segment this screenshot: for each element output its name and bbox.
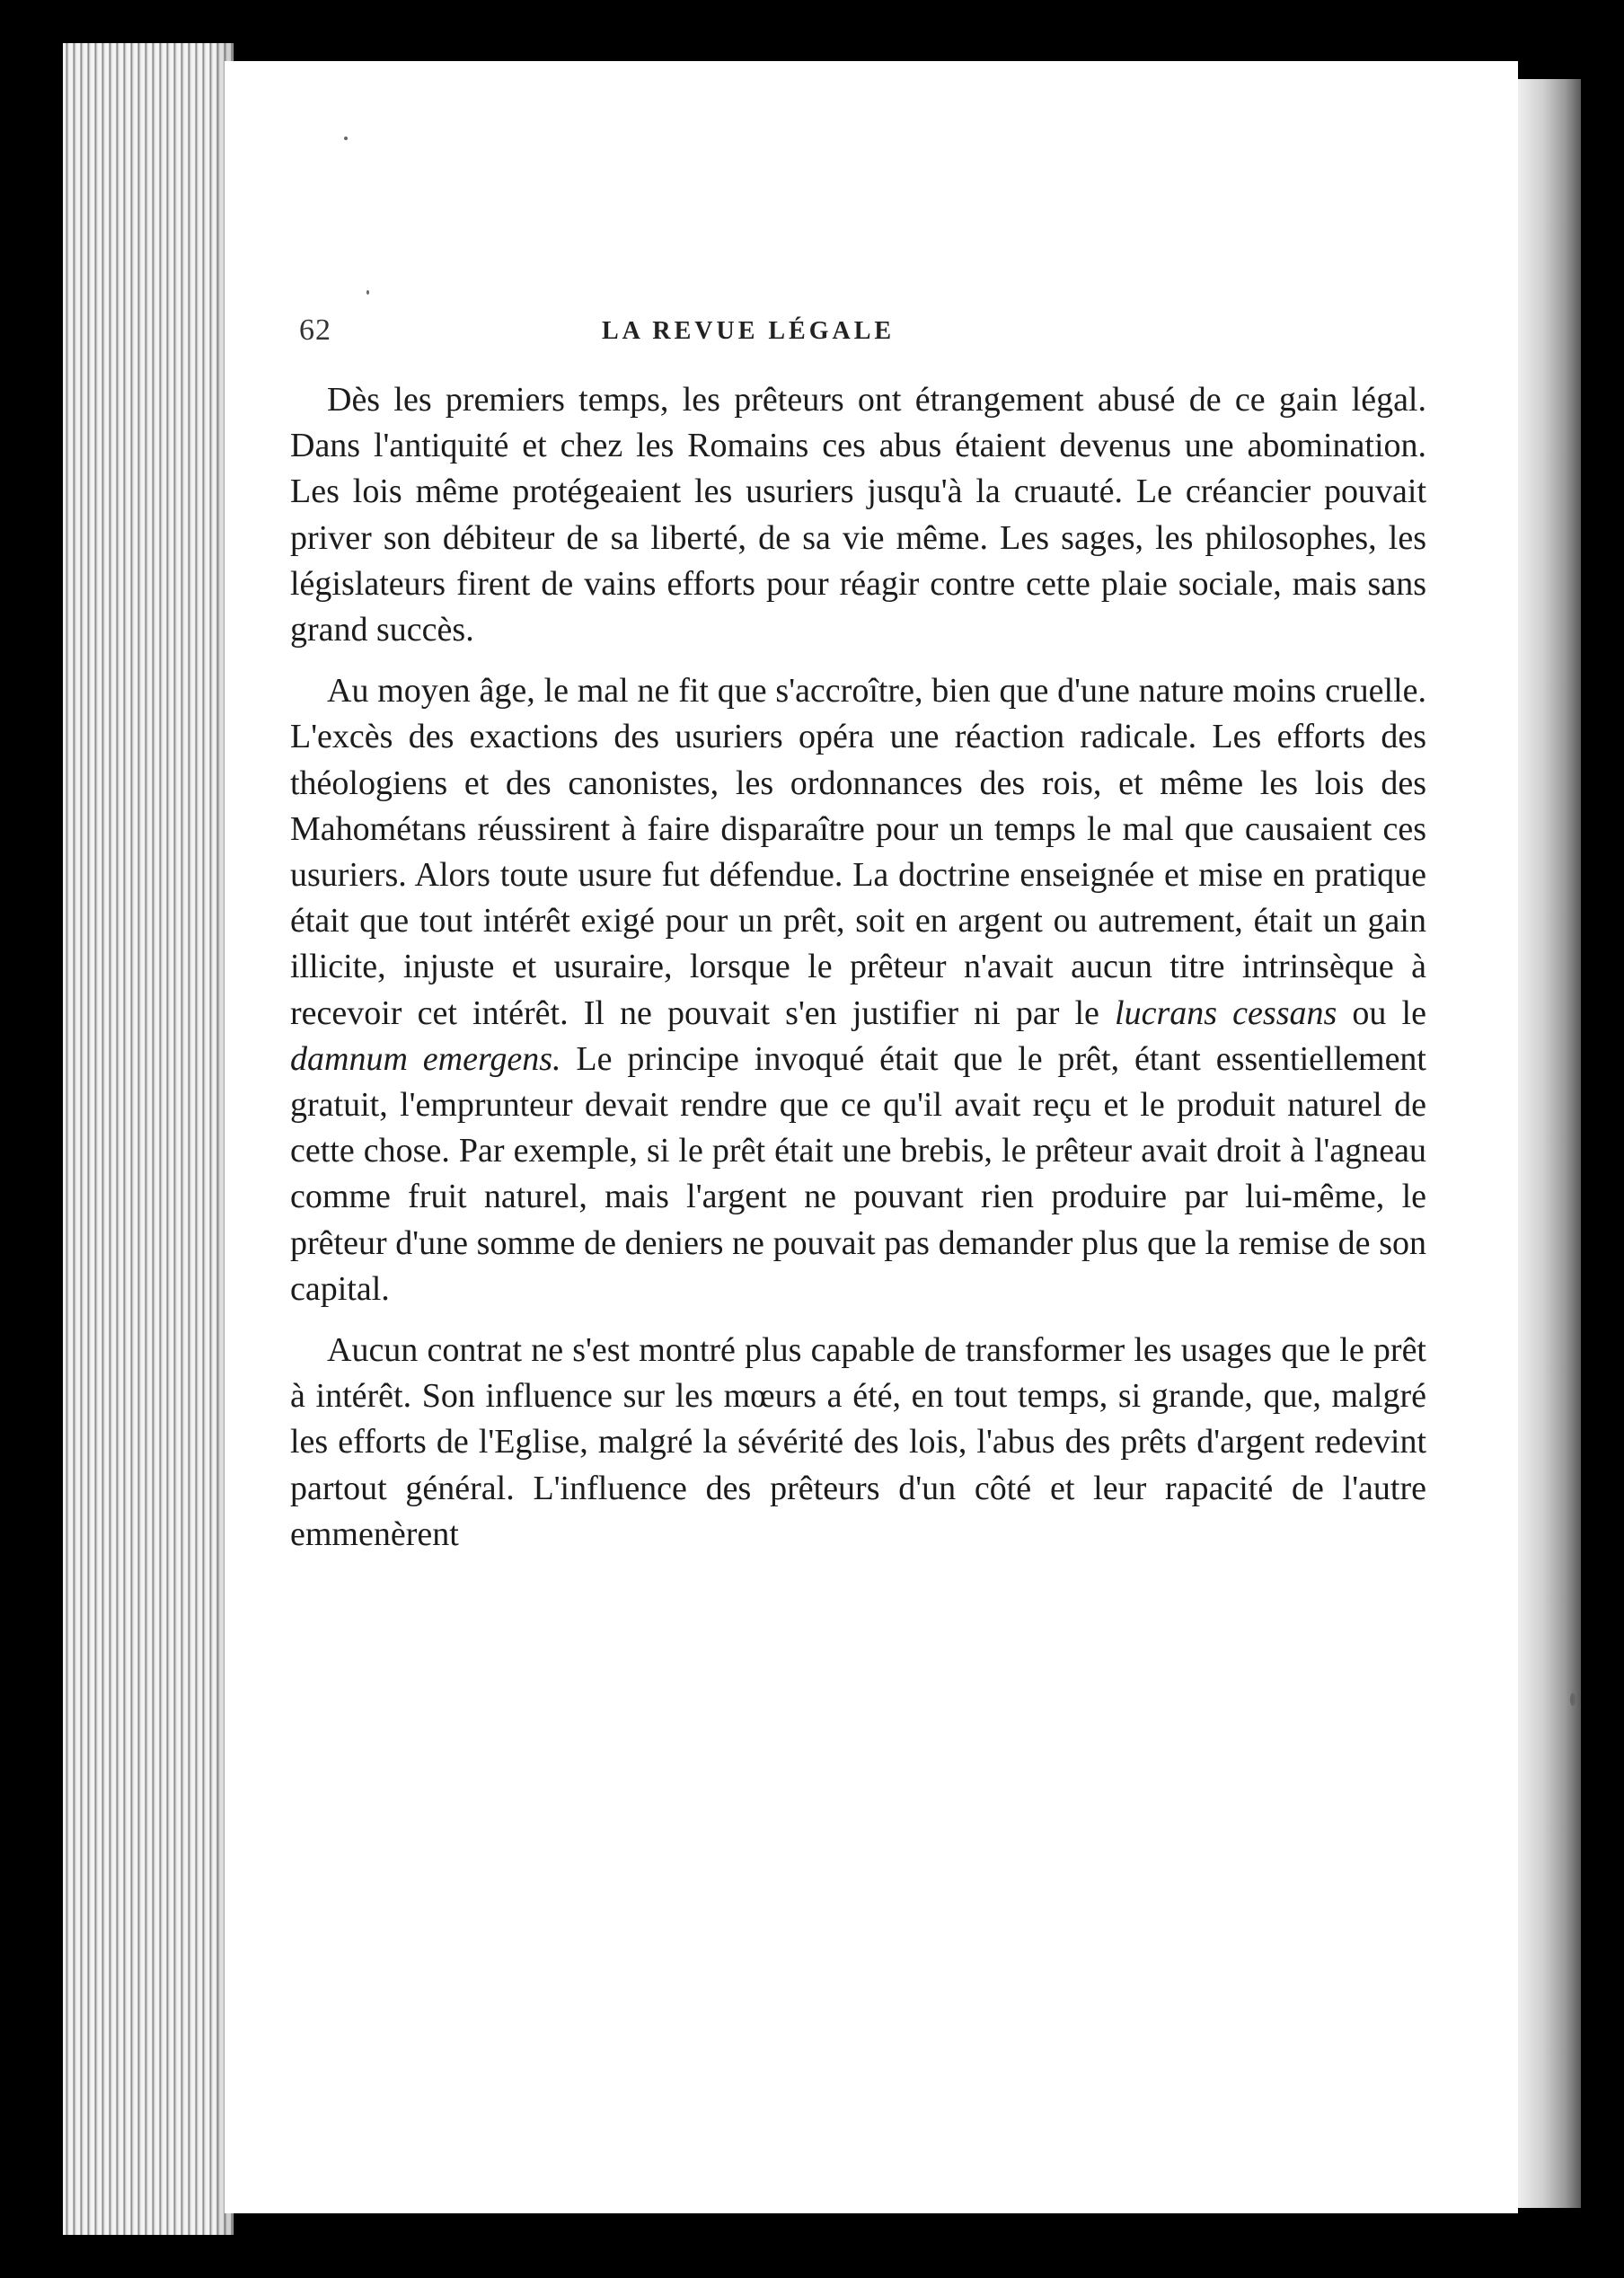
paragraph-2-text-before: Au moyen âge, le mal ne fit que s'accroître, bien que d'une nature moins cruelle. L'excès des exactions des usuriers opéra une réaction radicale. Les efforts des théologiens et des canonistes, les ordonnances des rois, et même les lois des Mahométans réussirent à faire disparaître pour un temps le mal que causaient ces usuriers. Alors toute usure fut défendue. La doctrine enseignée et mise en pratique était que tout intérêt exigé pour un prêt, soit en argent ou autrement, était un gain illicite, injuste et usuraire, lorsque le prêteur n'avait aucun titre intrinsèque à recevoir cet intérêt. Il ne pouvait s'en justifier ni par le: [290, 672, 1426, 1032]
paragraph-2: [290, 668, 1426, 1312]
paragraph-1: Dès les premiers temps, les prêteurs ont étrangement abusé de ce gain légal. Dans l'antiquité et chez les Romains ces abus étaient devenus une abomination. Les lois même protégeaient les usuriers jusqu'à la cruauté. Le créancier pouvait priver son débiteur de sa liberté, de sa vie même. Les sages, les philosophes, les législateurs firent de vains efforts pour réagir contre cette plaie sociale, mais sans grand succès.: [290, 381, 1426, 649]
italic-lucrans-cessans: lucrans cessans: [1115, 993, 1337, 1032]
italic-damnum-emergens: damnum emergens.: [290, 1039, 561, 1078]
paragraph-2-text-after: Le principe invoqué était que le prêt, étant essentiellement gratuit, l'emprunteur devait rendre que ce qu'il avait reçu et le produit naturel de cette chose. Par exemple, si le prêt était une brebis, le prêteur avait droit à l'agneau comme fruit naturel, mais l'argent ne pouvant rien produire par lui-même, le prêteur d'une somme de deniers ne pouvait pas demander plus que la remise de son capital.: [290, 1039, 1426, 1308]
page-edges-left: [63, 43, 234, 2235]
page-number: 62: [299, 313, 331, 347]
running-head: [0, 313, 1624, 357]
page-edge-right: [1518, 79, 1581, 2208]
paragraph-3: Aucun contrat ne s'est montré plus capable de transformer les usages que le prêt à intérêt. Son influence sur les mœurs a été, en tout temps, si grande, que, malgré les efforts de l'Eglise, malgré la sévérité des lois, l'abus des prêts d'argent redevint partout général. L'influence des prêteurs d'un côté et leur rapacité de l'autre emmenèrent: [290, 1331, 1426, 1553]
running-title: LA REVUE LÉGALE: [602, 317, 896, 345]
body-text: [290, 377, 1426, 1558]
paragraph-2-text-middle: ou le: [1337, 993, 1426, 1032]
